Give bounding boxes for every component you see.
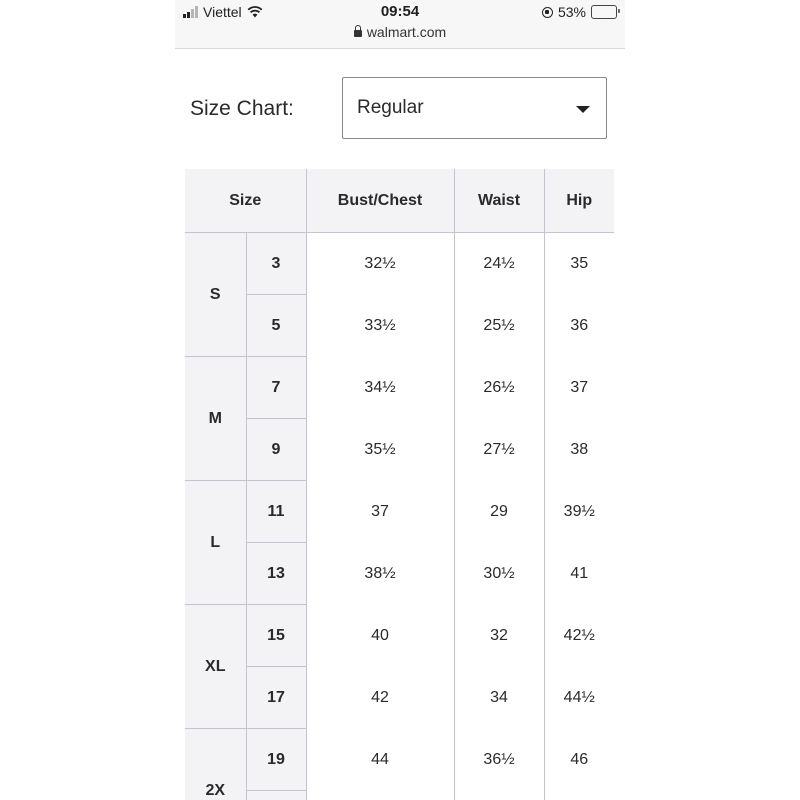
- bust-cell: 42: [306, 667, 454, 729]
- clock: 09:54: [380, 3, 420, 20]
- table-row: [185, 729, 614, 791]
- size-group-label: S: [185, 233, 246, 357]
- table-row: [185, 605, 614, 667]
- hip-cell: [544, 791, 614, 800]
- table-row: [185, 667, 614, 729]
- battery-status: [542, 4, 617, 20]
- table-row: [185, 357, 614, 419]
- size-number: 5: [246, 295, 306, 357]
- carrier-name: Viettel: [203, 4, 242, 20]
- size-number: 11: [246, 481, 306, 543]
- bust-cell: 38½: [306, 543, 454, 605]
- size-number: 15: [246, 605, 306, 667]
- bust-cell: 44: [306, 729, 454, 791]
- size-number: 17: [246, 667, 306, 729]
- waist-cell: 29: [454, 481, 544, 543]
- waist-cell: 26½: [454, 357, 544, 419]
- lock-icon: [354, 30, 362, 37]
- rotation-lock-icon: [542, 7, 553, 18]
- hip-cell: 46: [570, 750, 589, 768]
- waist-cell: 36½: [454, 729, 544, 791]
- waist-cell: 24½: [454, 233, 544, 295]
- bust-cell: 37: [306, 481, 454, 543]
- battery-percent: 53%: [557, 4, 586, 20]
- header-bust: Bust/Chest: [306, 169, 454, 233]
- table-row: [185, 481, 614, 543]
- size-number: 7: [246, 357, 306, 419]
- bust-cell: 40: [306, 605, 454, 667]
- waist-cell: 32: [454, 605, 544, 667]
- hip-cell: 44½: [563, 688, 595, 706]
- header-hip: Hip: [544, 169, 614, 233]
- hip-cell: 36: [570, 316, 589, 334]
- table-row: [185, 543, 614, 605]
- phone-viewport: [175, 0, 625, 800]
- bust-cell: 35½: [306, 419, 454, 481]
- size-number: [246, 791, 306, 800]
- address-bar[interactable]: [175, 24, 625, 40]
- table-row: [185, 233, 614, 295]
- battery-icon: [591, 5, 617, 19]
- header-waist: Waist: [454, 169, 544, 233]
- hip-cell: 35: [570, 254, 589, 272]
- url-text: walmart.com: [366, 24, 447, 40]
- size-number: 13: [246, 543, 306, 605]
- size-group-label: XL: [185, 605, 246, 729]
- hip-cell: 42½: [563, 626, 595, 644]
- table-row: [185, 295, 614, 357]
- chevron-down-icon: [576, 106, 590, 113]
- hip-cell: 37: [570, 378, 589, 396]
- bust-cell: 32½: [306, 233, 454, 295]
- size-number: 3: [246, 233, 306, 295]
- size-group-label: L: [185, 481, 246, 605]
- size-group-label: M: [185, 357, 246, 481]
- waist-cell: 30½: [454, 543, 544, 605]
- table-header-row: [185, 169, 614, 233]
- size-number: 9: [246, 419, 306, 481]
- size-chart-select[interactable]: [342, 77, 607, 139]
- size-chart-label: Size Chart:: [190, 97, 294, 120]
- size-chart-selected-value: Regular: [357, 97, 424, 118]
- waist-cell: 25½: [454, 295, 544, 357]
- size-group-label: 2X: [185, 729, 246, 800]
- bust-cell: 33½: [306, 295, 454, 357]
- hip-cell: 38: [570, 440, 589, 458]
- waist-cell: [454, 791, 544, 800]
- status-bar: [175, 0, 625, 49]
- header-size: Size: [185, 169, 306, 233]
- waist-cell: 27½: [454, 419, 544, 481]
- size-table: [185, 169, 614, 800]
- size-number: 19: [246, 729, 306, 791]
- hip-cell: 39½: [563, 502, 595, 520]
- table-row: [185, 419, 614, 481]
- bust-cell: 34½: [306, 357, 454, 419]
- hip-cell: 41: [570, 564, 589, 582]
- bust-cell: [306, 791, 454, 800]
- waist-cell: 34: [454, 667, 544, 729]
- table-row: [185, 791, 614, 800]
